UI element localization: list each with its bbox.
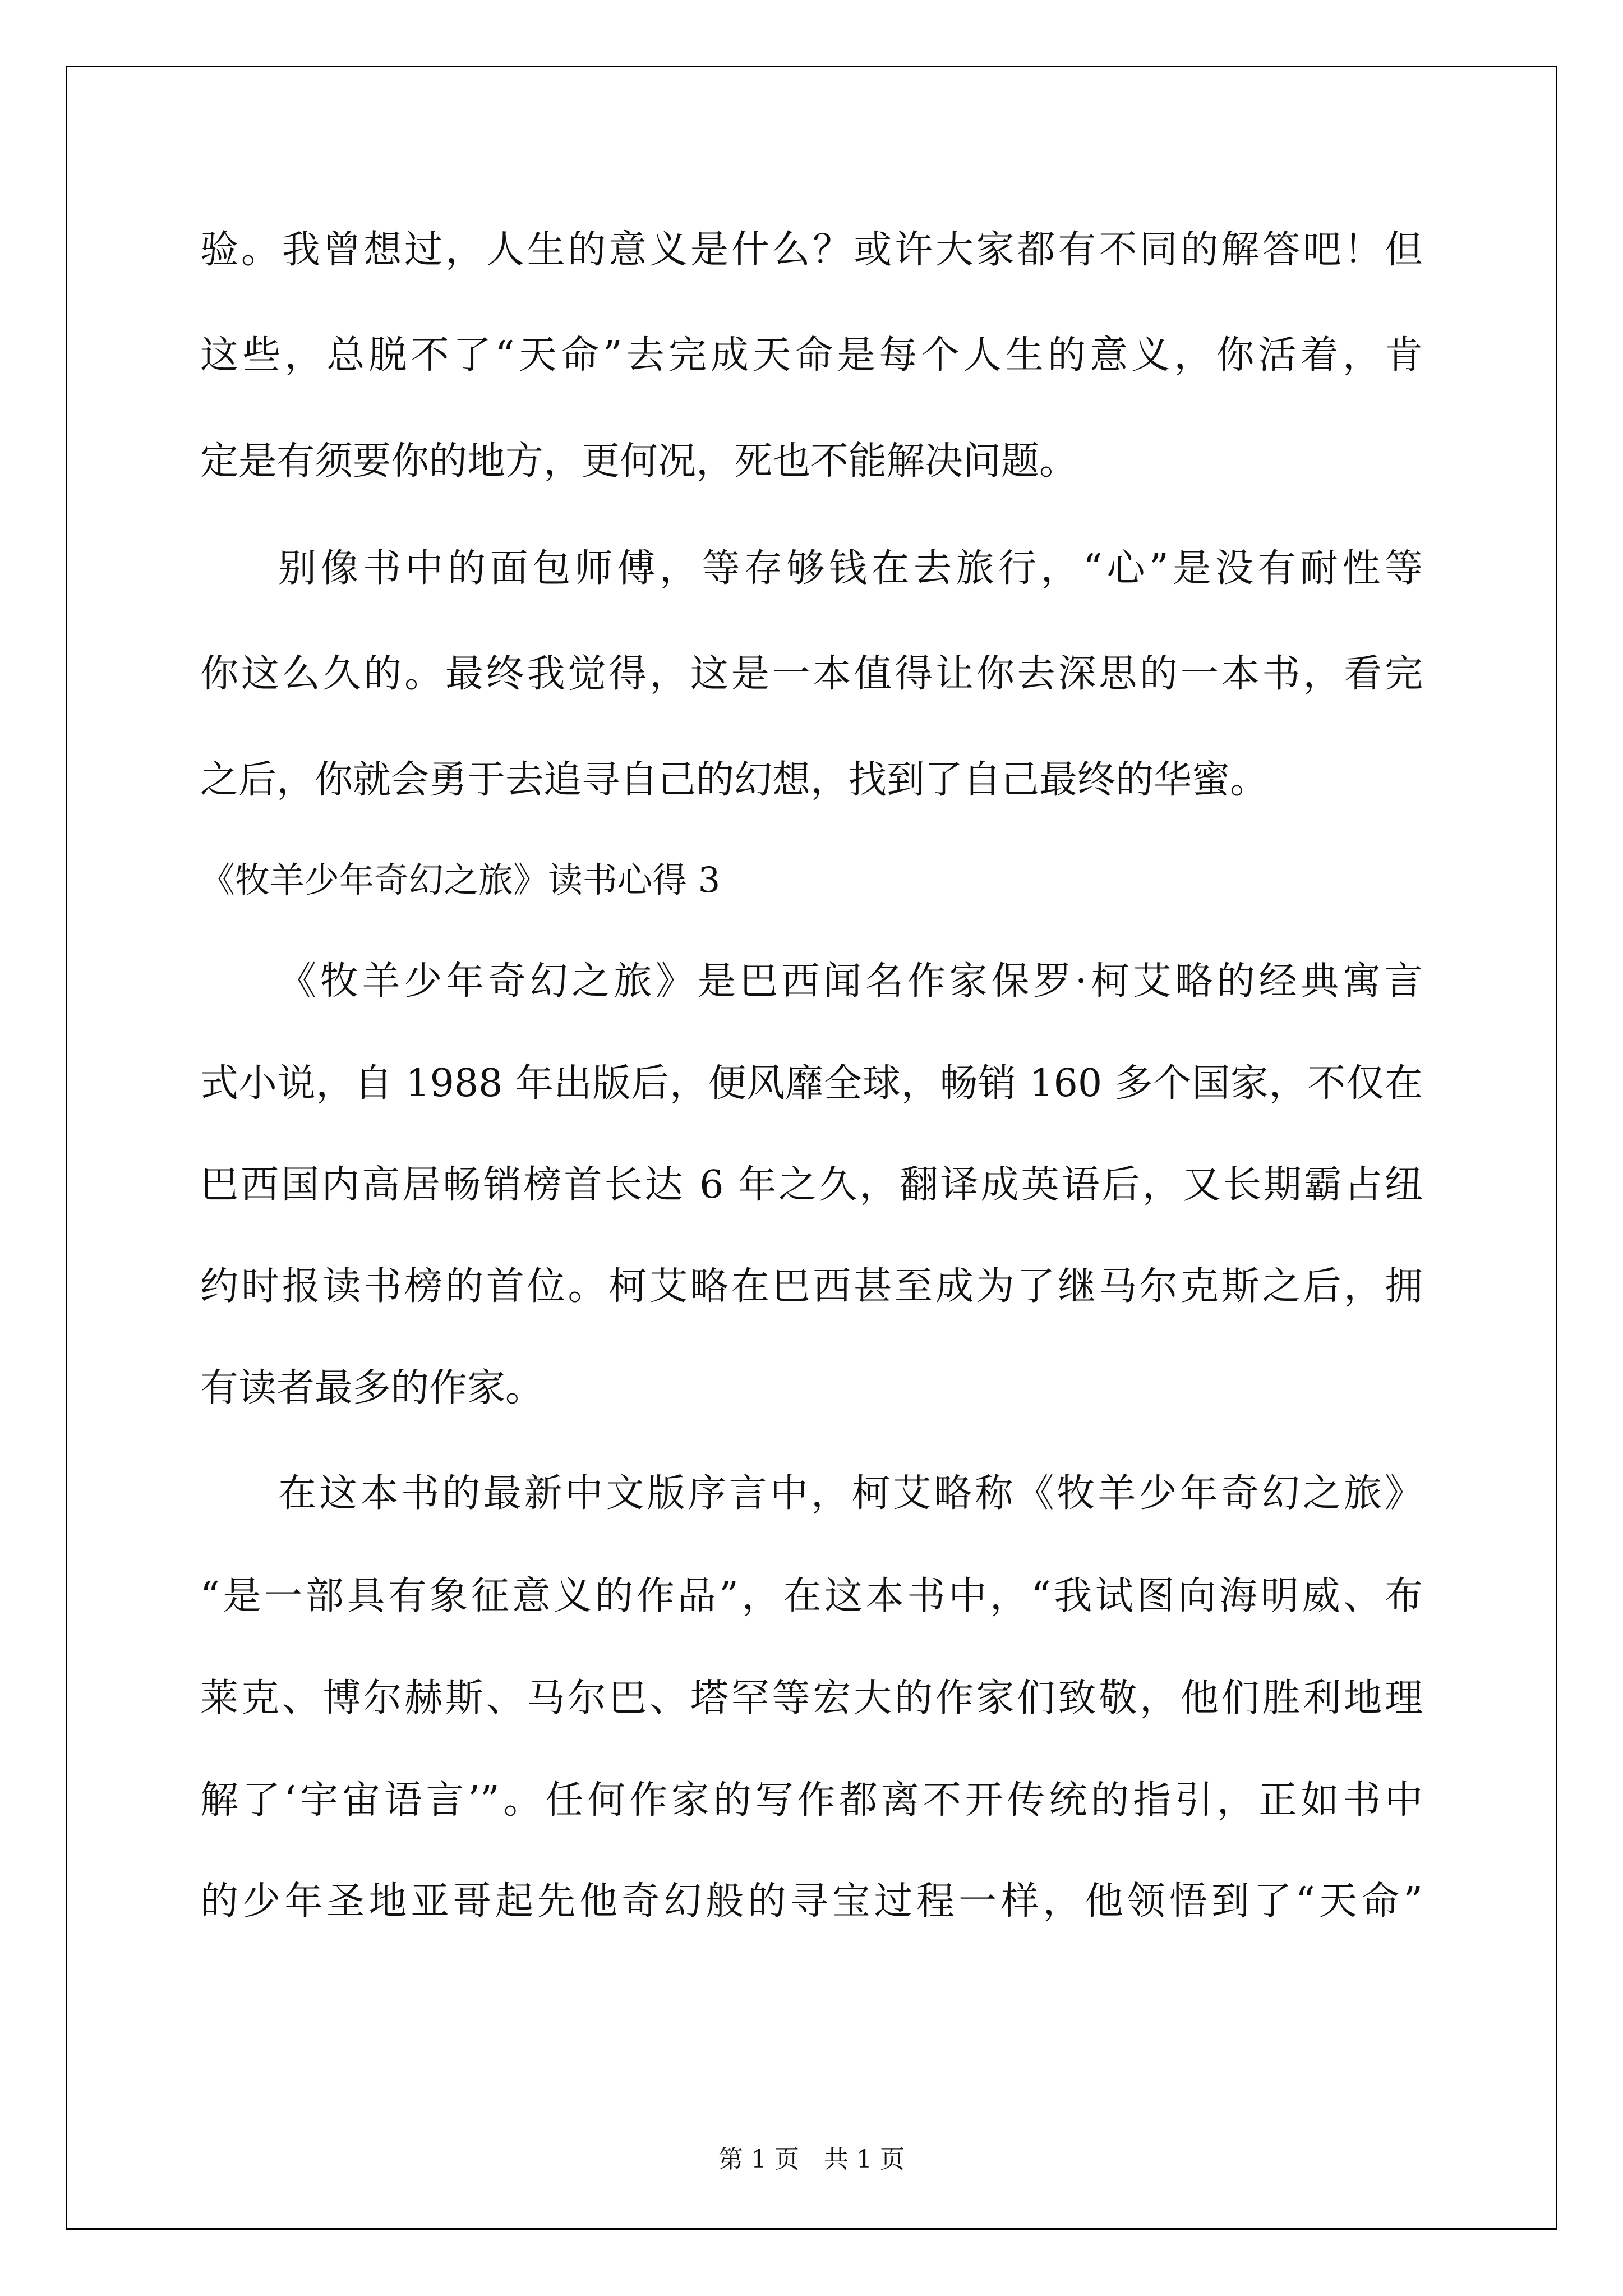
paragraph-line: “是一部具有象征意义的作品”，在这本书中，“我试图向海明威、布 — [200, 1574, 1423, 1618]
paragraph-line: 在这本书的最新中文版序言中，柯艾略称《牧羊少年奇幻之旅》 — [278, 1471, 1423, 1516]
paragraph-line: 验。我曾想过，人生的意义是什么？或许大家都有不同的解答吧！但 — [200, 228, 1423, 272]
page-footer: 第 1 页 共 1 页 — [718, 2145, 905, 2174]
paragraph-line: 式小说，自 1988 年出版后，便风靡全球，畅销 160 多个国家，不仅在 — [200, 1061, 1423, 1106]
paragraph-line: 定是有须要你的地方，更何况，死也不能解决问题。 — [200, 439, 1078, 484]
paragraph-line: 有读者最多的作家。 — [200, 1366, 544, 1410]
paragraph-line: 约时报读书榜的首位。柯艾略在巴西甚至成为了继马尔克斯之后，拥 — [200, 1264, 1423, 1309]
paragraph-line: 《牧羊少年奇幻之旅》是巴西闻名作家保罗·柯艾略的经典寓言 — [278, 959, 1423, 1004]
section-heading: 《牧羊少年奇幻之旅》读书心得 3 — [200, 859, 721, 900]
paragraph-line: 的少年圣地亚哥起先他奇幻般的寻宝过程一样，他领悟到了“天命” — [200, 1879, 1423, 1924]
paragraph-line: 解了‘宇宙语言’”。任何作家的写作都离不开传统的指引，正如书中 — [200, 1778, 1423, 1823]
paragraph-line: 莱克、博尔赫斯、马尔巴、塔罕等宏大的作家们致敬，他们胜利地理 — [200, 1676, 1423, 1720]
paragraph-line: 巴西国内高居畅销榜首长达 6 年之久，翻译成英语后，又长期霸占纽 — [200, 1163, 1423, 1207]
paragraph-line: 别像书中的面包师傅，等存够钱在去旅行，“心”是没有耐性等 — [278, 546, 1423, 591]
paragraph-line: 这些，总脱不了“天命”去完成天命是每个人生的意义，你活着，肯 — [200, 333, 1423, 378]
paragraph-line: 之后，你就会勇于去追寻自己的幻想，找到了自己最终的华蜜。 — [200, 758, 1269, 802]
paragraph-line: 你这么久的。最终我觉得，这是一本值得让你去深思的一本书，看完 — [200, 652, 1423, 696]
